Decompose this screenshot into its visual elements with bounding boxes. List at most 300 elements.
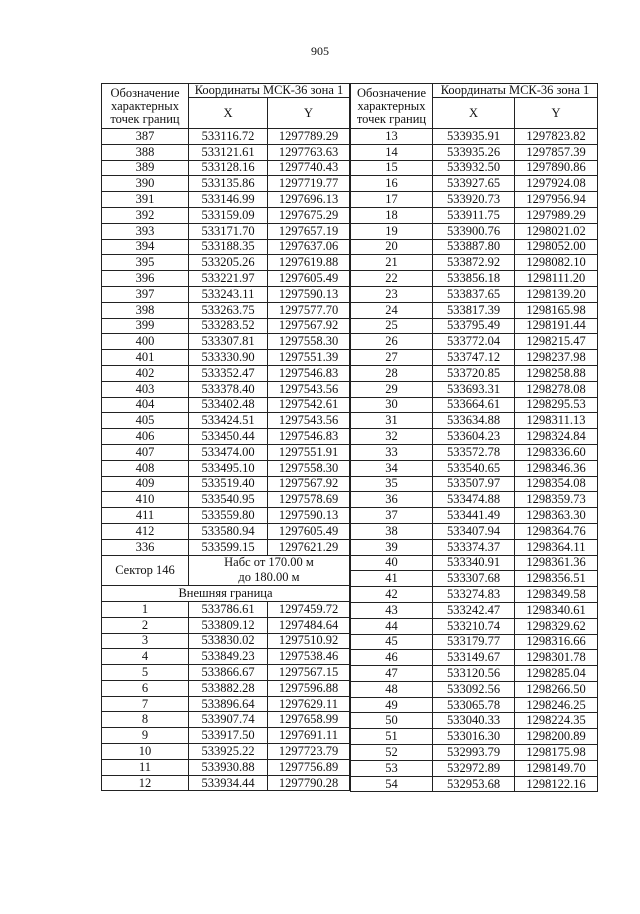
y-coordinate: 1297740.43 — [268, 160, 350, 176]
y-coordinate: 1297763.63 — [268, 144, 350, 160]
x-coordinate: 533040.33 — [433, 713, 515, 729]
x-coordinate: 533772.04 — [433, 334, 515, 350]
point-id: 45 — [351, 634, 433, 650]
x-coordinate: 533121.61 — [189, 144, 268, 160]
point-id: 411 — [102, 508, 189, 524]
coordinates-table-left — [101, 83, 350, 791]
table-row — [351, 618, 598, 634]
table-row — [102, 759, 350, 775]
point-id: 395 — [102, 255, 189, 271]
point-id: 403 — [102, 381, 189, 397]
point-id: 39 — [351, 539, 433, 555]
y-coordinate: 1297567.92 — [268, 476, 350, 492]
y-coordinate: 1297546.83 — [268, 429, 350, 445]
table-row — [351, 776, 598, 792]
y-coordinate: 1297691.11 — [268, 728, 350, 744]
y-coordinate: 1298316.66 — [515, 634, 598, 650]
y-coordinate: 1297596.88 — [268, 680, 350, 696]
y-coordinate: 1297459.72 — [268, 601, 350, 617]
table-row — [102, 712, 350, 728]
x-coordinate: 532993.79 — [433, 745, 515, 761]
x-coordinate: 533307.81 — [189, 334, 268, 350]
y-coordinate: 1297605.49 — [268, 523, 350, 539]
y-coordinate: 1298139.20 — [515, 286, 598, 302]
x-coordinate: 533116.72 — [189, 129, 268, 145]
y-coordinate: 1298301.78 — [515, 650, 598, 666]
point-id: 401 — [102, 350, 189, 366]
x-coordinate: 533925.22 — [189, 744, 268, 760]
point-id: 396 — [102, 271, 189, 287]
x-coordinate: 533474.88 — [433, 492, 515, 508]
point-id: 25 — [351, 318, 433, 334]
x-coordinate: 533911.75 — [433, 207, 515, 223]
y-coordinate: 1298346.36 — [515, 460, 598, 476]
point-id: 399 — [102, 318, 189, 334]
x-coordinate: 533330.90 — [189, 350, 268, 366]
point-id: 392 — [102, 207, 189, 223]
table-row — [351, 571, 598, 587]
table-row — [102, 728, 350, 744]
point-id: 16 — [351, 176, 433, 192]
y-coordinate: 1298336.60 — [515, 444, 598, 460]
table-row — [351, 207, 598, 223]
x-coordinate: 533887.80 — [433, 239, 515, 255]
point-id: 14 — [351, 144, 433, 160]
table-row — [351, 223, 598, 239]
x-coordinate: 533540.95 — [189, 492, 268, 508]
table-row — [351, 302, 598, 318]
x-coordinate: 533065.78 — [433, 697, 515, 713]
table-row — [102, 523, 350, 539]
x-coordinate: 533720.85 — [433, 365, 515, 381]
x-coordinate: 533221.97 — [189, 271, 268, 287]
y-coordinate: 1298311.13 — [515, 413, 598, 429]
point-designation-header: Обозначение характерных точек границ — [351, 84, 433, 129]
table-row — [102, 334, 350, 350]
x-coordinate: 533242.47 — [433, 602, 515, 618]
y-coordinate: 1297558.30 — [268, 334, 350, 350]
x-coordinate: 533604.23 — [433, 429, 515, 445]
table-row — [351, 286, 598, 302]
x-coordinate: 533340.91 — [433, 555, 515, 571]
point-id: 29 — [351, 381, 433, 397]
y-coordinate: 1297484.64 — [268, 617, 350, 633]
y-coordinate: 1297629.11 — [268, 696, 350, 712]
y-coordinate: 1298122.16 — [515, 776, 598, 792]
x-coordinate: 533205.26 — [189, 255, 268, 271]
x-coordinate: 533474.00 — [189, 444, 268, 460]
x-coordinate: 533283.52 — [189, 318, 268, 334]
x-coordinate: 533171.70 — [189, 223, 268, 239]
point-id: 13 — [351, 129, 433, 145]
y-coordinate: 1297567.92 — [268, 318, 350, 334]
coordinates-table-right — [350, 83, 598, 792]
x-coordinate: 533786.61 — [189, 601, 268, 617]
table-row — [102, 476, 350, 492]
table-row — [351, 713, 598, 729]
x-coordinate: 533016.30 — [433, 729, 515, 745]
y-coordinate: 1297590.13 — [268, 508, 350, 524]
table-row — [351, 508, 598, 524]
y-coordinate: 1297696.13 — [268, 192, 350, 208]
point-id: 33 — [351, 444, 433, 460]
y-coordinate: 1297546.83 — [268, 365, 350, 381]
point-id: 17 — [351, 192, 433, 208]
y-coordinate: 1297658.99 — [268, 712, 350, 728]
table-row — [351, 760, 598, 776]
y-coordinate: 1297924.08 — [515, 176, 598, 192]
y-coordinate: 1298082.10 — [515, 255, 598, 271]
y-coordinate: 1298224.35 — [515, 713, 598, 729]
point-id: 20 — [351, 239, 433, 255]
table-row — [102, 696, 350, 712]
x-coordinate: 533693.31 — [433, 381, 515, 397]
y-coordinate: 1297657.19 — [268, 223, 350, 239]
table-row — [102, 176, 350, 192]
x-coordinate: 533900.76 — [433, 223, 515, 239]
y-coordinate: 1298340.61 — [515, 602, 598, 618]
y-coordinate: 1298266.50 — [515, 681, 598, 697]
x-coordinate: 533664.61 — [433, 397, 515, 413]
point-id: 393 — [102, 223, 189, 239]
table-row — [351, 697, 598, 713]
x-coordinate: 533872.92 — [433, 255, 515, 271]
coordinates-header: Координаты МСК-36 зона 1 — [433, 84, 598, 98]
point-id: 18 — [351, 207, 433, 223]
point-id: 35 — [351, 476, 433, 492]
y-coordinate: 1298324.84 — [515, 429, 598, 445]
table-row — [102, 397, 350, 413]
y-coordinate: 1298364.11 — [515, 539, 598, 555]
y-coordinate: 1297542.61 — [268, 397, 350, 413]
table-row — [102, 444, 350, 460]
table-row — [351, 634, 598, 650]
x-coordinate: 532972.89 — [433, 760, 515, 776]
x-coordinate: 533882.28 — [189, 680, 268, 696]
point-id: 46 — [351, 650, 433, 666]
y-coordinate: 1298364.76 — [515, 523, 598, 539]
point-id: 8 — [102, 712, 189, 728]
table-row — [102, 207, 350, 223]
x-coordinate: 533830.02 — [189, 633, 268, 649]
table-row — [102, 460, 350, 476]
y-coordinate: 1297956.94 — [515, 192, 598, 208]
y-coordinate: 1298356.51 — [515, 571, 598, 587]
sector-name: Сектор 146 — [102, 555, 189, 586]
x-coordinate: 533307.68 — [433, 571, 515, 587]
point-id: 397 — [102, 286, 189, 302]
table-row — [102, 413, 350, 429]
point-id: 408 — [102, 460, 189, 476]
table-row — [351, 681, 598, 697]
table-row — [351, 318, 598, 334]
table-row — [102, 775, 350, 791]
point-id: 48 — [351, 681, 433, 697]
x-coordinate: 533441.49 — [433, 508, 515, 524]
point-id: 3 — [102, 633, 189, 649]
y-coordinate: 1298349.58 — [515, 587, 598, 603]
table-row — [351, 255, 598, 271]
point-id: 50 — [351, 713, 433, 729]
point-id: 7 — [102, 696, 189, 712]
x-coordinate: 533907.74 — [189, 712, 268, 728]
point-id: 27 — [351, 350, 433, 366]
point-id: 15 — [351, 160, 433, 176]
point-id: 400 — [102, 334, 189, 350]
y-coordinate: 1298191.44 — [515, 318, 598, 334]
table-row — [351, 666, 598, 682]
y-coordinate: 1298295.53 — [515, 397, 598, 413]
x-coordinate: 533378.40 — [189, 381, 268, 397]
point-id: 37 — [351, 508, 433, 524]
point-id: 32 — [351, 429, 433, 445]
x-coordinate: 533210.74 — [433, 618, 515, 634]
point-id: 28 — [351, 365, 433, 381]
x-column-header: X — [189, 98, 268, 129]
x-coordinate: 533935.91 — [433, 129, 515, 145]
table-row — [102, 649, 350, 665]
y-coordinate: 1297790.28 — [268, 775, 350, 791]
point-id: 5 — [102, 665, 189, 681]
x-coordinate: 533930.88 — [189, 759, 268, 775]
table-row — [351, 555, 598, 571]
point-id: 49 — [351, 697, 433, 713]
table-row — [102, 429, 350, 445]
point-id: 42 — [351, 587, 433, 603]
point-id: 31 — [351, 413, 433, 429]
x-coordinate: 533817.39 — [433, 302, 515, 318]
x-coordinate: 533559.80 — [189, 508, 268, 524]
x-coordinate: 533146.99 — [189, 192, 268, 208]
y-coordinate: 1298361.36 — [515, 555, 598, 571]
point-id: 1 — [102, 601, 189, 617]
x-coordinate: 533634.88 — [433, 413, 515, 429]
y-coordinate: 1297637.06 — [268, 239, 350, 255]
table-row — [351, 192, 598, 208]
sector-height-line1: Набс от 170.00 м — [189, 555, 350, 570]
point-id: 40 — [351, 555, 433, 571]
y-coordinate: 1297543.56 — [268, 413, 350, 429]
x-coordinate: 533495.10 — [189, 460, 268, 476]
point-id: 405 — [102, 413, 189, 429]
x-coordinate: 532953.68 — [433, 776, 515, 792]
point-id: 53 — [351, 760, 433, 776]
x-coordinate: 533856.18 — [433, 271, 515, 287]
table-row — [102, 286, 350, 302]
y-coordinate: 1297756.89 — [268, 759, 350, 775]
table-row — [102, 144, 350, 160]
point-id: 51 — [351, 729, 433, 745]
x-coordinate: 533540.65 — [433, 460, 515, 476]
x-coordinate: 533120.56 — [433, 666, 515, 682]
table-row — [351, 129, 598, 145]
point-id: 398 — [102, 302, 189, 318]
x-coordinate: 533920.73 — [433, 192, 515, 208]
table-row — [102, 539, 350, 555]
y-coordinate: 1297510.92 — [268, 633, 350, 649]
table-row — [351, 397, 598, 413]
x-coordinate: 533188.35 — [189, 239, 268, 255]
y-coordinate: 1298111.20 — [515, 271, 598, 287]
point-id: 47 — [351, 666, 433, 682]
y-coordinate: 1298285.04 — [515, 666, 598, 682]
point-id: 394 — [102, 239, 189, 255]
y-coordinate: 1297551.39 — [268, 350, 350, 366]
table-row — [102, 129, 350, 145]
x-coordinate: 533352.47 — [189, 365, 268, 381]
point-id: 336 — [102, 539, 189, 555]
point-id: 407 — [102, 444, 189, 460]
y-coordinate: 1297578.69 — [268, 492, 350, 508]
point-id: 390 — [102, 176, 189, 192]
point-id: 23 — [351, 286, 433, 302]
y-coordinate: 1298215.47 — [515, 334, 598, 350]
point-id: 12 — [102, 775, 189, 791]
table-row — [102, 665, 350, 681]
x-coordinate: 533849.23 — [189, 649, 268, 665]
table-row — [102, 381, 350, 397]
x-coordinate: 533927.65 — [433, 176, 515, 192]
point-designation-header: Обозначение характерных точек границ — [102, 84, 189, 129]
point-id: 10 — [102, 744, 189, 760]
sector-height-line2: до 180.00 м — [189, 570, 350, 585]
x-coordinate: 533795.49 — [433, 318, 515, 334]
table-row — [351, 539, 598, 555]
table-row — [102, 239, 350, 255]
x-coordinate: 533932.50 — [433, 160, 515, 176]
x-coordinate: 533747.12 — [433, 350, 515, 366]
point-id: 391 — [102, 192, 189, 208]
point-id: 26 — [351, 334, 433, 350]
y-coordinate: 1298175.98 — [515, 745, 598, 761]
x-coordinate: 533402.48 — [189, 397, 268, 413]
table-row — [102, 744, 350, 760]
x-coordinate: 533507.97 — [433, 476, 515, 492]
y-coordinate: 1297890.86 — [515, 160, 598, 176]
point-id: 6 — [102, 680, 189, 696]
x-coordinate: 533599.15 — [189, 539, 268, 555]
table-row — [351, 350, 598, 366]
y-coordinate: 1298165.98 — [515, 302, 598, 318]
table-row — [351, 271, 598, 287]
x-coordinate: 533243.11 — [189, 286, 268, 302]
x-coordinate: 533572.78 — [433, 444, 515, 460]
y-coordinate: 1297619.88 — [268, 255, 350, 271]
x-coordinate: 533935.26 — [433, 144, 515, 160]
y-coordinate: 1298149.70 — [515, 760, 598, 776]
x-coordinate: 533519.40 — [189, 476, 268, 492]
point-id: 389 — [102, 160, 189, 176]
table-row — [351, 492, 598, 508]
point-id: 36 — [351, 492, 433, 508]
point-id: 9 — [102, 728, 189, 744]
table-row — [102, 350, 350, 366]
point-id: 24 — [351, 302, 433, 318]
y-coordinate: 1297857.39 — [515, 144, 598, 160]
outer-border-label: Внешняя граница — [102, 586, 350, 602]
point-id: 38 — [351, 523, 433, 539]
table-row — [351, 523, 598, 539]
y-coordinate: 1297577.70 — [268, 302, 350, 318]
y-coordinate: 1298021.02 — [515, 223, 598, 239]
x-coordinate: 533917.50 — [189, 728, 268, 744]
table-row — [351, 429, 598, 445]
y-coordinate: 1298258.88 — [515, 365, 598, 381]
y-coordinate: 1297551.91 — [268, 444, 350, 460]
y-column-header: Y — [268, 98, 350, 129]
table-row — [102, 255, 350, 271]
y-coordinate: 1298246.25 — [515, 697, 598, 713]
table-row — [351, 444, 598, 460]
y-coordinate: 1297558.30 — [268, 460, 350, 476]
x-coordinate: 533837.65 — [433, 286, 515, 302]
point-id: 34 — [351, 460, 433, 476]
table-row — [351, 745, 598, 761]
point-id: 22 — [351, 271, 433, 287]
x-coordinate: 533407.94 — [433, 523, 515, 539]
table-row — [351, 650, 598, 666]
point-id: 11 — [102, 759, 189, 775]
table-row — [351, 160, 598, 176]
point-id: 402 — [102, 365, 189, 381]
y-coordinate: 1297621.29 — [268, 539, 350, 555]
x-coordinate: 533159.09 — [189, 207, 268, 223]
x-coordinate: 533135.86 — [189, 176, 268, 192]
y-coordinate: 1297567.15 — [268, 665, 350, 681]
coordinates-header: Координаты МСК-36 зона 1 — [189, 84, 350, 98]
table-row — [102, 318, 350, 334]
x-coordinate: 533092.56 — [433, 681, 515, 697]
y-coordinate: 1297723.79 — [268, 744, 350, 760]
y-coordinate: 1297605.49 — [268, 271, 350, 287]
table-row — [102, 508, 350, 524]
point-id: 412 — [102, 523, 189, 539]
x-column-header: X — [433, 98, 515, 129]
point-id: 409 — [102, 476, 189, 492]
x-coordinate: 533934.44 — [189, 775, 268, 791]
point-id: 21 — [351, 255, 433, 271]
x-coordinate: 533896.64 — [189, 696, 268, 712]
table-row — [351, 460, 598, 476]
point-id: 41 — [351, 571, 433, 587]
page-number: 905 — [311, 44, 329, 58]
table-row — [351, 413, 598, 429]
point-id: 404 — [102, 397, 189, 413]
x-coordinate: 533179.77 — [433, 634, 515, 650]
y-coordinate: 1298363.30 — [515, 508, 598, 524]
x-coordinate: 533866.67 — [189, 665, 268, 681]
y-coordinate: 1298237.98 — [515, 350, 598, 366]
point-id: 2 — [102, 617, 189, 633]
y-coordinate: 1297590.13 — [268, 286, 350, 302]
point-id: 388 — [102, 144, 189, 160]
table-row — [351, 144, 598, 160]
y-coordinate: 1298278.08 — [515, 381, 598, 397]
x-coordinate: 533274.83 — [433, 587, 515, 603]
table-row — [102, 302, 350, 318]
y-coordinate: 1298359.73 — [515, 492, 598, 508]
table-row — [102, 601, 350, 617]
table-row — [102, 160, 350, 176]
point-id: 19 — [351, 223, 433, 239]
table-row — [102, 223, 350, 239]
y-coordinate: 1297543.56 — [268, 381, 350, 397]
table-row — [351, 729, 598, 745]
table-row — [351, 334, 598, 350]
x-coordinate: 533128.16 — [189, 160, 268, 176]
point-id: 43 — [351, 602, 433, 618]
table-row — [102, 492, 350, 508]
